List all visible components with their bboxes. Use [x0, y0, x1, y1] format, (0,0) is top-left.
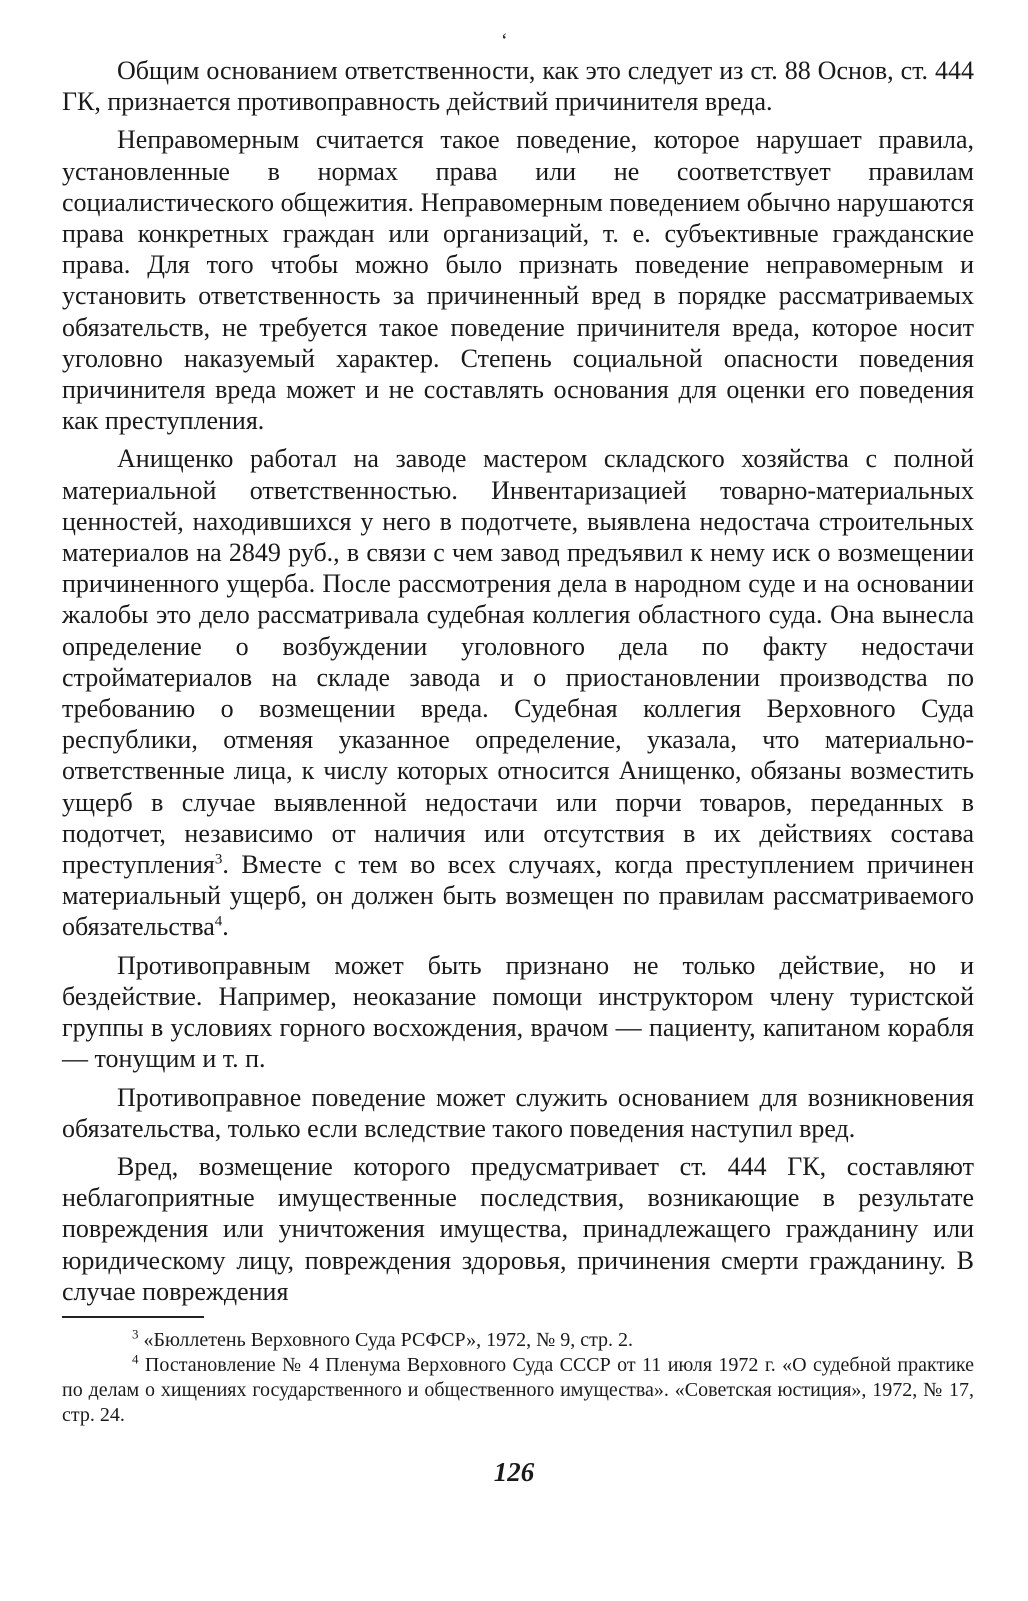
paragraph-3-text-part-1: Анищенко работал на заводе мастером складского хозяйства с полной материальной ответственностью. Инвентаризацией товарно-материальных ценностей, находившихся у него в подотчете, выявлена недостача строительных материалов на 2849 руб., в связи с чем завод предъявил к нему иск о возмещении причиненного ущерба. После рассмотрения дела в народном суде и на основании жалобы это дело рассматривала судебная коллегия областного суда. Она вынесла определение о возбуждении уголовного дела по факту недостачи стройматериалов на складе завода и о приостановлении производства по требованию о возмещении вреда. Судебная коллегия Верховного Суда республики, отменяя указанное определение, указала, что материально-ответственные лица, к числу которых относится Анищенко, обязаны возместить ущерб в случае выявленной недостачи или порчи товаров, переданных в подотчет, независимо от наличия или отсутствия в их действиях состава преступления	[62, 444, 974, 880]
paragraph-3-text-part-2: . Вместе с тем во всех случаях, когда преступлением причинен материальный ущерб, он должен быть возмещен по правилам рассматриваемого обязательства	[62, 850, 974, 942]
footnotes	[62, 1328, 974, 1428]
paragraph-6: Вред, возмещение которого предусматривает ст. 444 ГК, составляют неблагоприятные имущественные последствия, возникающие в результате повреждения или уничтожения имущества, принадлежащего гражданину или юридическому лицу, повреждения здоровья, причинения смерти гражданину. В случае повреждения	[62, 1151, 974, 1306]
page-number: 126	[493, 1457, 535, 1487]
paragraph-4: Противоправным может быть признано не только действие, но и бездействие. Например, неоказание помощи инструктором члену туристской группы в условиях горного восхождения, врачом — пациенту, капитаном корабля — тонущим и т. п.	[62, 950, 974, 1074]
paragraph-3-text-part-3: .	[222, 912, 229, 942]
stray-mark: ʻ	[501, 30, 508, 52]
footnote-ref-4: 4	[214, 913, 223, 930]
paragraph-2: Неправомерным считается такое поведение, которое нарушает правила, установленные в нормах права или не соответствует правилам социалистического общежития. Неправомерным поведением обычно нарушаются права конкретных граждан или организаций, т. е. субъективные гражданские права. Для того чтобы можно было признать поведение неправомерным и установить ответственность за причиненный вред в порядке рассматриваемых обязательств, не требуется такое поведение причинителя вреда, которое носит уголовно наказуемый характер. Степень социальной опасности поведения причинителя вреда может и не составлять основания для оценки его поведения как преступления.	[62, 125, 974, 436]
page-body	[62, 55, 974, 1428]
footnote-4-text: Постановление № 4 Пленума Верховного Суда СССР от 11 июля 1972 г. «О судебной практике по делам о хищениях государственного и общественного имущества». «Советская юстиция», 1972, № 17, стр. 24.	[62, 1353, 974, 1426]
paragraph-5: Противоправное поведение может служить основанием для возникновения обязательства, только если вследствие такого поведения наступил вред.	[62, 1082, 974, 1143]
footnote-4	[62, 1353, 974, 1428]
footnote-number-4: 4	[132, 1351, 139, 1367]
footnote-divider	[62, 1316, 204, 1318]
footnote-ref-3: 3	[214, 851, 223, 868]
footnote-3	[62, 1328, 974, 1353]
footnote-3-text: «Бюллетень Верховного Суда РСФСР», 1972, № 9, стр. 2.	[143, 1328, 634, 1351]
paragraph-1: Общим основанием ответственности, как это следует из ст. 88 Основ, ст. 444 ГК, признается противоправность действий причинителя вреда.	[62, 56, 974, 117]
paragraph-3	[62, 443, 974, 942]
footnote-number-3: 3	[132, 1326, 139, 1342]
